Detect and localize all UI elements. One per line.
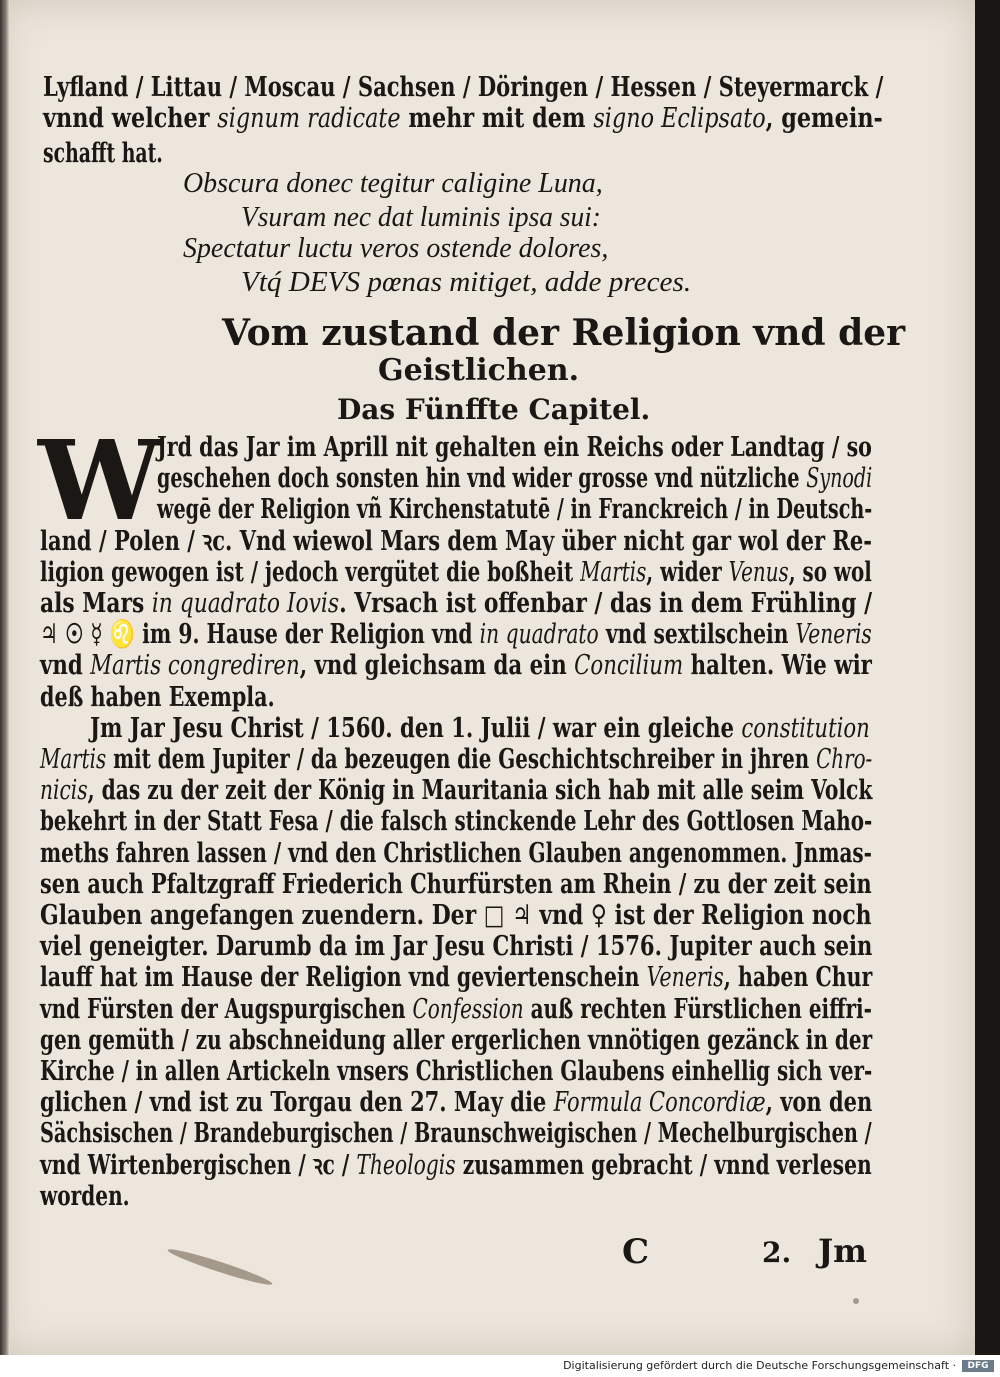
body_lines-line: deß haben Exempla. [40,681,275,713]
verse-line: Vsuram nec dat luminis ipsa sui: [241,202,601,233]
body_lines-line: nicis, das zu der zeit der König in Mauritania sich hab mit alle seim Volck [40,775,873,807]
body_lines-line: Martis mit dem Jupiter / da bezeugen die Geschichtschreiber in jhren Chro- [40,744,873,775]
body_lines-line: glichen / vnd ist zu Torgau den 27. May die Formula Concordiæ, von den [40,1087,873,1119]
body_lines-line: sen auch Pfaltzgraff Friederich Churfürsten am Rhein / zu der zeit sein [40,868,872,900]
signature-number: 2. [762,1236,792,1269]
body_lines-line: vnd Martis congrediren, vnd gleichsam da ein Concilium halten. Wie wir [40,650,872,682]
scan-border [975,0,1000,1355]
body_lines-line: lauff hat im Hause der Religion vnd geviertenschein Veneris, haben Chur [40,962,873,994]
intro_lines-line: schafft hat. [43,138,163,169]
signature-mark: C [622,1232,650,1272]
intro_lines-line: vnnd welcher signum radicate mehr mit dem signo Eclipsato, gemein- [43,103,883,134]
footer-credit: Digitalisierung gefördert durch die Deutsche Forschungsgemeinschaft · [563,1359,956,1372]
body_lines-line: wegē der Religion vñ Kirchenstatutē / in Franckreich / in Deutsch- [157,494,873,526]
body_lines-line: meths fahren lassen / vnd den Christlichen Glauben angenommen. Jnmas- [40,837,872,869]
body_lines-line: bekehrt in der Statt Fesa / die falsch stinckende Lehr des Gottlosen Maho- [40,806,873,838]
intro_lines-line: Lyfland / Littau / Moscau / Sachsen / Döringen / Hessen / Steyermarck / [43,72,884,103]
dfg-logo: DFG [962,1360,994,1372]
body_lines-line: viel geneigter. Darumb da im Jar Jesu Christi / 1576. Jupiter auch sein [40,931,873,963]
body_lines-line: Jm Jar Jesu Christ / 1560. den 1. Julii / war ein gleiche constitution [90,712,870,744]
body_lines-line: land / Polen / ꝛc. Vnd wiewol Mars dem May über nicht gar wol der Re- [40,525,872,557]
body_lines-line: ♃ ☉ ☿ ♌ im 9. Hause der Religion vnd in quadrato vnd sextilschein Veneris [40,619,872,651]
body_lines-line: Jrd das Jar im Aprill nit gehalten ein Reichs oder Landtag / so [157,432,872,463]
section-heading-cont: Geistlichen. [378,353,580,388]
page-damage [166,1245,274,1289]
verse-line: Vtq́ DEVS pœnas mitiget, adde preces. [241,267,692,298]
body_lines-line: geschehen doch sonsten hin vnd wider grosse vnd nützliche Synodi [157,463,873,495]
drop-capital: W [38,416,162,545]
verse-line: Obscura donec tegitur caligine Luna, [183,168,603,199]
body_lines-line: Glauben angefangen zuendern. Der □ ♃ vnd ♀ ist der Religion noch [40,900,872,931]
body_lines-line: Kirche / in allen Artickeln vnsers Christlichen Glaubens einhellig sich ver- [40,1056,873,1087]
body_lines-line: gen gemüth / zu abschneidung aller ergerlichen vnnötigen gezänck in der [40,1024,873,1056]
body_lines-line: vnd Wirtenbergischen / ꝛc / Theologis zusammen gebracht / vnnd verlesen [40,1149,872,1181]
body_lines-line: ligion gewogen ist / jedoch vergütet die boßheit Martis, wider Venus, so wol [40,556,872,588]
body_lines-line: worden. [40,1180,130,1212]
verse-line: Spectatur luctu veros ostende dolores, [183,233,609,264]
body_lines-line: vnd Fürsten der Augspurgischen Confession auß rechten Fürstlichen eiffri- [40,993,872,1025]
body_lines-line: Sächsischen / Brandeburgischen / Braunschweigischen / Mechelburgischen / [40,1118,872,1150]
page-spot [853,1298,859,1304]
body_lines-line: als Mars in quadrato Iovis. Vrsach ist offenbar / das in dem Frühling / [40,588,873,619]
chapter-title: Das Fünffte Capitel. [337,393,651,426]
footer-bar [0,1355,1000,1377]
page-binding [0,0,10,1355]
section-heading: Vom zustand der Religion vnd der [222,312,906,354]
catchword: Jm [818,1232,867,1270]
